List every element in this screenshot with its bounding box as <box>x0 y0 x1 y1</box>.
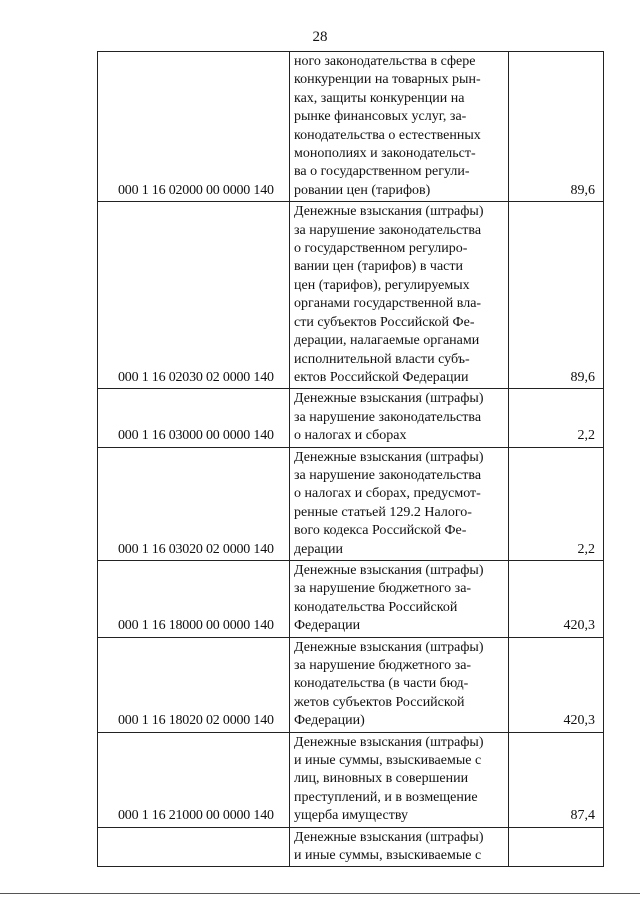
budget-code-cell: 000 1 16 21000 00 0000 140 <box>98 732 290 827</box>
description-cell <box>290 732 509 827</box>
description-line: конодательства о естественных <box>294 127 481 143</box>
description-cell <box>290 447 509 560</box>
description-line: сти субъектов Российской Фе- <box>294 314 475 330</box>
description-line: Денежные взыскания (штрафы) <box>294 829 484 845</box>
table-row <box>98 732 604 827</box>
description-line: цен (тарифов), регулируемых <box>294 277 470 293</box>
description-line: лиц, виновных в совершении <box>294 771 469 787</box>
description-line: за нарушение законодательства <box>294 467 482 483</box>
table-row <box>98 827 604 867</box>
description-cell <box>290 202 509 389</box>
table-row <box>98 637 604 732</box>
table-row <box>98 389 604 447</box>
description-line: Федерации <box>294 618 361 634</box>
page-number: 28 <box>312 29 328 45</box>
description-line: дерации, налагаемые органами <box>294 333 480 349</box>
description-line: вого кодекса Российской Фе- <box>294 523 467 539</box>
description-line: Денежные взыскания (штрафы) <box>294 562 484 578</box>
table-row <box>98 52 604 202</box>
description-line: конодательства Российской <box>294 599 458 615</box>
amount-cell: 2,2 <box>509 447 604 560</box>
amount-cell: 87,4 <box>509 732 604 827</box>
description-line: за нарушение законодательства <box>294 222 482 238</box>
description-line: ренные статьей 129.2 Налого- <box>294 504 472 520</box>
budget-revenue-table <box>97 51 604 867</box>
description-line: за нарушение законодательства <box>294 409 482 425</box>
description-line: жетов субъектов Российской <box>294 694 465 710</box>
budget-code-cell: 000 1 16 03020 02 0000 140 <box>98 447 290 560</box>
description-line: о государственном регулиро- <box>294 241 468 257</box>
description-line: Денежные взыскания (штрафы) <box>294 204 484 220</box>
description-line: преступлений, и в возмещение <box>294 789 478 805</box>
bottom-scan-edge <box>0 893 640 894</box>
description-line: ва о государственном регули- <box>294 164 470 180</box>
description-line: и иные суммы, взыскиваемые с <box>294 848 482 864</box>
description-cell <box>290 52 509 202</box>
description-line: о налогах и сборах, предусмот- <box>294 486 481 502</box>
budget-code-cell: 000 1 16 02030 02 0000 140 <box>98 202 290 389</box>
amount-cell: 420,3 <box>509 560 604 637</box>
description-line: Денежные взыскания (штрафы) <box>294 391 484 407</box>
description-line: и иные суммы, взыскиваемые с <box>294 753 482 769</box>
description-line: дерации <box>294 541 344 557</box>
table-body <box>98 52 604 867</box>
budget-code-cell <box>98 827 290 867</box>
description-line: ектов Российской Федерации <box>294 369 469 385</box>
description-line: ках, защиты конкуренции на <box>294 90 465 106</box>
description-line: органами государственной вла- <box>294 296 482 312</box>
budget-code-cell: 000 1 16 02000 00 0000 140 <box>98 52 290 202</box>
description-cell <box>290 560 509 637</box>
description-line: ущерба имуществу <box>294 808 408 824</box>
description-line: рынке финансовых услуг, за- <box>294 109 467 125</box>
description-line: Федерации) <box>294 713 365 729</box>
amount-cell: 2,2 <box>509 389 604 447</box>
budget-code-cell: 000 1 16 18000 00 0000 140 <box>98 560 290 637</box>
description-line: Денежные взыскания (штрафы) <box>294 639 484 655</box>
table-row <box>98 447 604 560</box>
amount-cell: 89,6 <box>509 52 604 202</box>
description-line: вании цен (тарифов) в части <box>294 259 464 275</box>
budget-code-cell: 000 1 16 03000 00 0000 140 <box>98 389 290 447</box>
description-line: ровании цен (тарифов) <box>294 182 431 198</box>
description-line: монополиях и законодательст- <box>294 146 476 162</box>
budget-code-cell: 000 1 16 18020 02 0000 140 <box>98 637 290 732</box>
description-line: Денежные взыскания (штрафы) <box>294 734 484 750</box>
amount-cell: 89,6 <box>509 202 604 389</box>
amount-cell: 420,3 <box>509 637 604 732</box>
description-cell <box>290 637 509 732</box>
description-cell <box>290 827 509 867</box>
amount-cell <box>509 827 604 867</box>
description-cell <box>290 389 509 447</box>
table-row <box>98 560 604 637</box>
description-line: ного законодательства в сфере <box>294 54 476 69</box>
description-line: о налогах и сборах <box>294 428 407 444</box>
description-line: Денежные взыскания (штрафы) <box>294 449 484 465</box>
description-line: за нарушение бюджетного за- <box>294 658 472 673</box>
description-line: исполнительной власти субъ- <box>294 351 470 367</box>
description-line: за нарушение бюджетного за- <box>294 581 472 597</box>
table-row <box>98 202 604 389</box>
description-line: конкуренции на товарных рын- <box>294 72 481 88</box>
description-line: конодательства (в части бюд- <box>294 676 469 692</box>
